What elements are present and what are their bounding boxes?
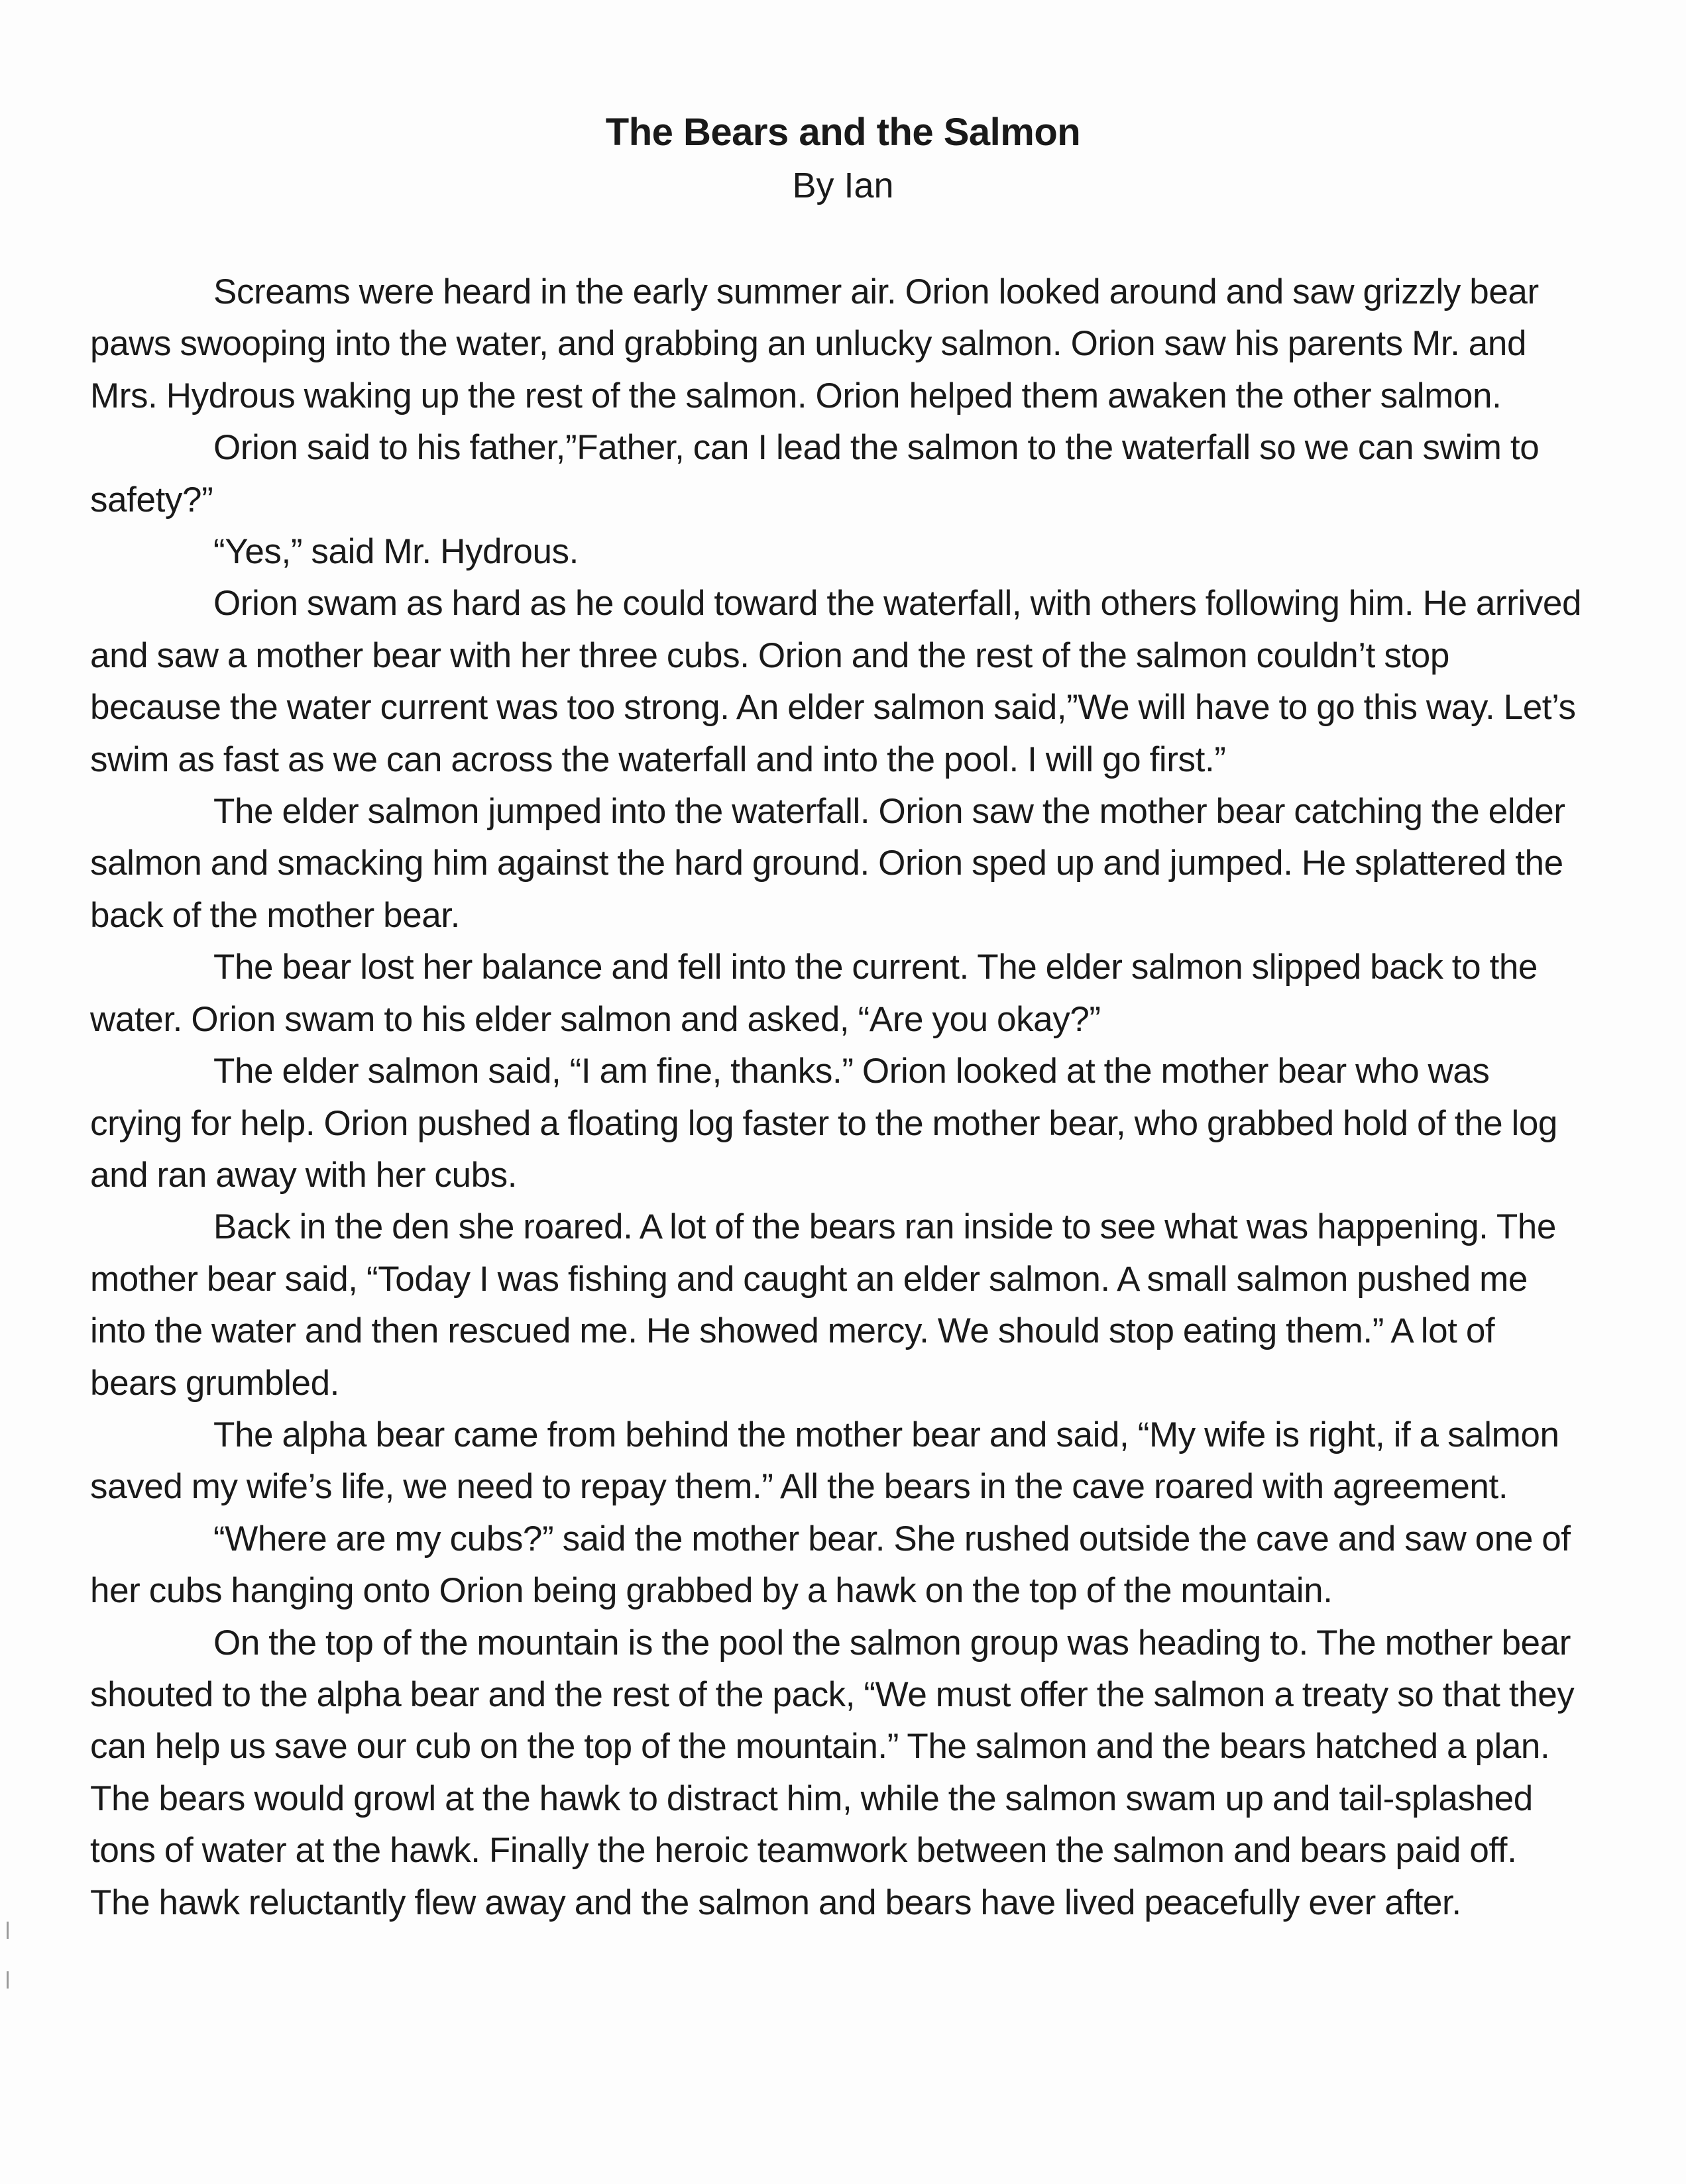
story-author: By Ian bbox=[792, 166, 894, 205]
scan-edge-mark bbox=[7, 1971, 9, 1989]
scan-edge-mark bbox=[7, 1922, 9, 1939]
paragraph: Back in the den she roared. A lot of the bears ran inside to see what was happening. The mother bear said, “Today I was fishing and caught an elder salmon. A small salmon pushed me into the water and then rescued me. He showed mercy. We should stop eating them.” A lot of bears grumbled. bbox=[90, 1207, 1556, 1403]
paragraph: “Where are my cubs?” said the mother bear. She rushed outside the cave and saw one of her cubs hanging onto Orion being grabbed by a hawk on the top of the mountain. bbox=[90, 1519, 1571, 1611]
paragraph: The alpha bear came from behind the mother bear and said, “My wife is right, if a salmon saved my wife’s life, we need to repay them.” All the bears in the cave roared with agreement. bbox=[90, 1415, 1559, 1507]
paragraph: “Yes,” said Mr. Hydrous. bbox=[213, 532, 579, 572]
paragraph: Orion said to his father,”Father, can I lead the salmon to the waterfall so we can swim to safety?” bbox=[90, 428, 1540, 519]
paragraph: The elder salmon said, “I am fine, thanks.” Orion looked at the mother bear who was crying for help. Orion pushed a floating log faster to the mother bear, who grabbed hold of the log and ran away with her cubs. bbox=[90, 1052, 1557, 1195]
paragraph: On the top of the mountain is the pool the salmon group was heading to. The mother bear shouted to the alpha bear and the rest of the pack, “We must offer the salmon a treaty so that they can help us save our cub on the top of the mountain.” The salmon and the bears hatched a plan. The bears would growl at the hawk to distract him, while the salmon swam up and tail-splashed tons of water at the hawk. Finally the heroic teamwork between the salmon and bears paid off. The hawk reluctantly flew away and the salmon and bears have lived peacefully ever after. bbox=[90, 1623, 1575, 1922]
paragraph: The bear lost her balance and fell into the current. The elder salmon slipped back to the water. Orion swam to his elder salmon and asked, “Are you okay?” bbox=[90, 948, 1538, 1039]
paragraph: Orion swam as hard as he could toward the waterfall, with others following him. He arrived and saw a mother bear with her three cubs. Orion and the rest of the salmon couldn’t stop because the water current was too strong. An elder salmon said,”We will have to go this way. Let’s swim as fast as we can across the waterfall and into the pool. I will go first.” bbox=[90, 584, 1582, 779]
paragraph: The elder salmon jumped into the waterfall. Orion saw the mother bear catching the elder salmon and smacking him against the hard ground. Orion sped up and jumped. He splattered the back of the mother bear. bbox=[90, 792, 1565, 935]
paragraph: Screams were heard in the early summer air. Orion looked around and saw grizzly bear paws swooping into the water, and grabbing an unlucky salmon. Orion saw his parents Mr. and Mrs. Hydrous waking up the rest of the salmon. Orion helped them awaken the other salmon. bbox=[90, 272, 1539, 415]
story-body bbox=[90, 266, 1583, 1929]
story-title: The Bears and the Salmon bbox=[605, 111, 1081, 154]
